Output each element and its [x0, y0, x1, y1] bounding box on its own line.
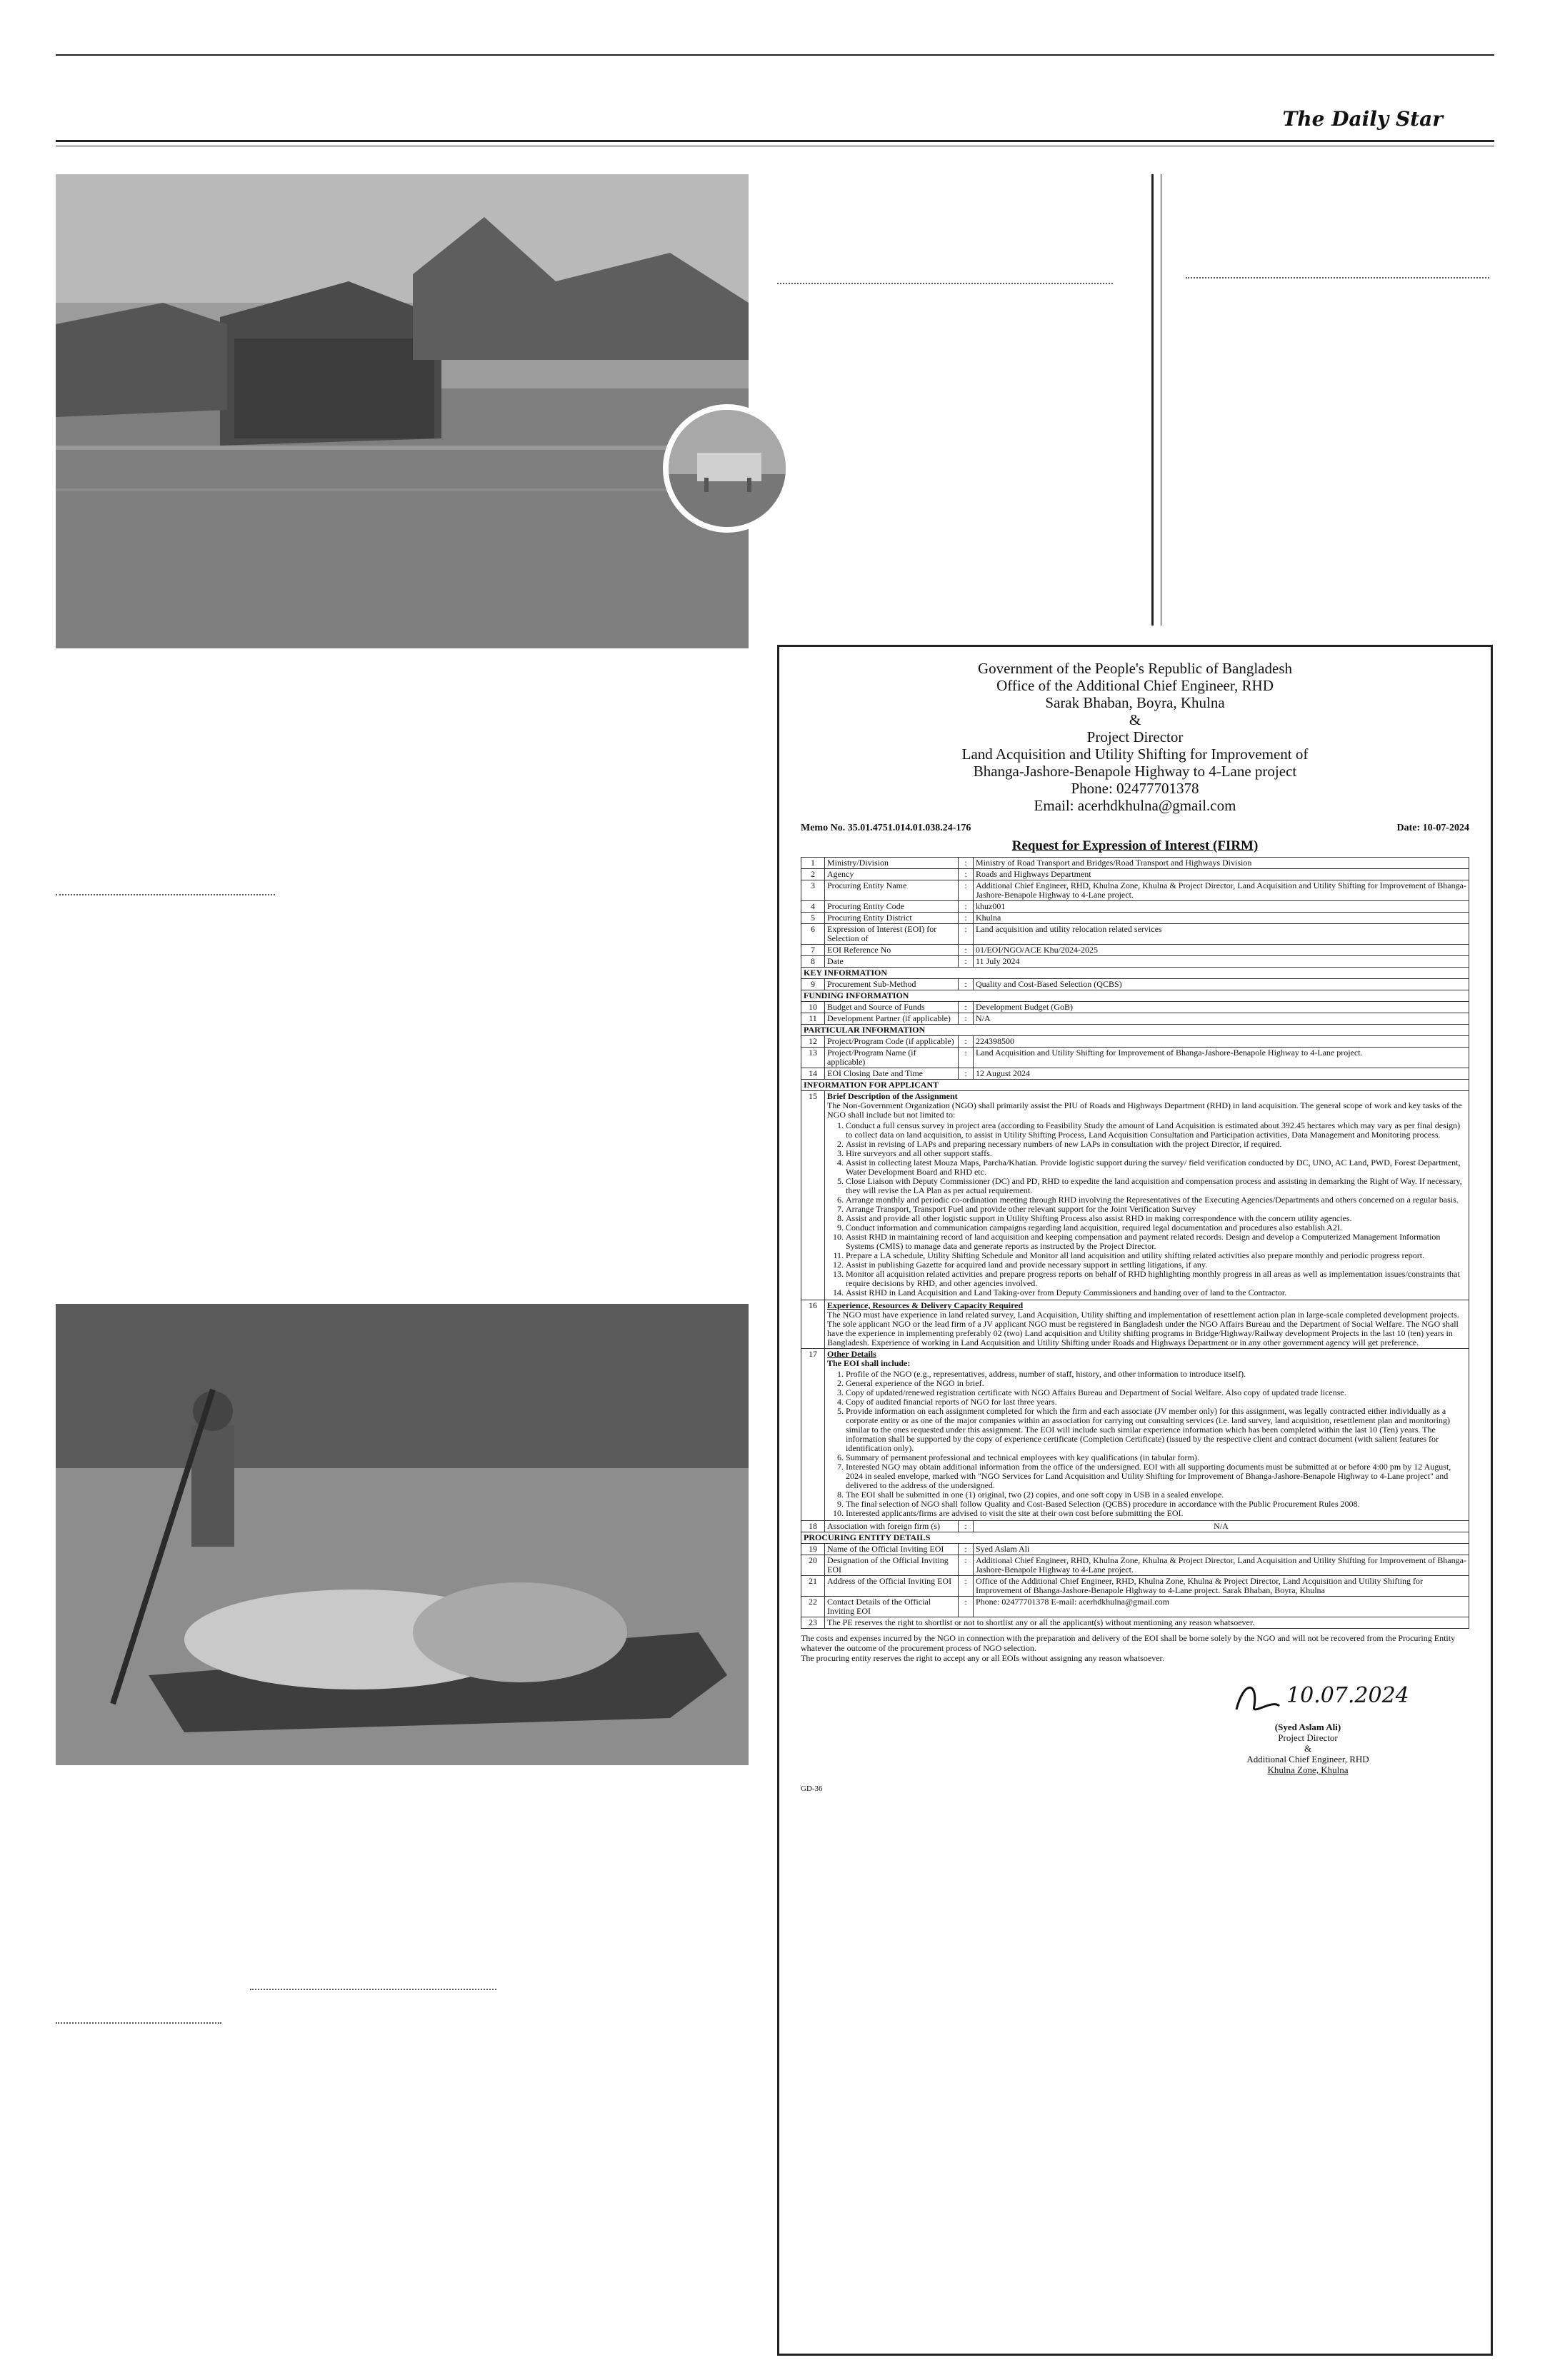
table-row: 11 Development Partner (if applicable) : N/A	[801, 1013, 1469, 1025]
list-item: 4. Copy of audited financial reports of NGO for last three years.	[846, 1397, 1466, 1407]
signatory-title: Project Director	[1278, 1732, 1338, 1743]
section-heading: FUNDING INFORMATION	[801, 990, 1469, 1002]
row-label: Project/Program Code (if applicable)	[825, 1036, 959, 1048]
ad-header	[801, 660, 1469, 814]
eoi-contents-list	[827, 1370, 1466, 1518]
row-label: Association with foreign firm (s)	[825, 1521, 959, 1532]
row-value: Land acquisition and utility relocation related services	[974, 924, 1469, 945]
section-heading: PROCURING ENTITY DETAILS	[801, 1532, 1469, 1544]
header-line: &	[1129, 711, 1141, 728]
signatory-name: (Syed Aslam Ali)	[1274, 1722, 1341, 1732]
row-number: 15	[801, 1091, 825, 1300]
row-label: Contact Details of the Official Inviting EOI	[825, 1597, 959, 1617]
signatory	[1201, 1722, 1415, 1775]
header-line: Sarak Bhaban, Boyra, Khulna	[1045, 694, 1225, 711]
row-number: 6	[801, 924, 825, 945]
row-label: Procuring Entity District	[825, 913, 959, 924]
row-number: 7	[801, 945, 825, 956]
list-item: 11. Prepare a LA schedule, Utility Shifting Schedule and Monitor all land acquisition and utility shifting related activities also prepare monthly and periodic progress report.	[846, 1251, 1466, 1260]
list-item: 9. Conduct information and communication campaigns regarding land acquisition, required legal documentation and procedures also establish A2I.	[846, 1223, 1466, 1232]
row-number: 10	[801, 1002, 825, 1013]
row-label: Procuring Entity Code	[825, 901, 959, 913]
row-label: Procurement Sub-Method	[825, 979, 959, 990]
row-number: 11	[801, 1013, 825, 1025]
table-row: 7 EOI Reference No : 01/EOI/NGO/ACE Khu/2024-2025	[801, 945, 1469, 956]
header-line: Bhanga-Jashore-Benapole Highway to 4-Lane project	[973, 763, 1297, 780]
eoi-table	[801, 857, 1469, 1629]
header-line: Project Director	[1086, 728, 1184, 745]
cattle-inset-photo	[663, 404, 791, 533]
header-line: Phone: 02477701378	[1071, 780, 1199, 797]
row-value: N/A	[974, 1521, 1469, 1532]
table-row: 8 Date : 11 July 2024	[801, 956, 1469, 968]
row-number: 17	[801, 1349, 825, 1521]
list-item: 8. The EOI shall be submitted in one (1) original, two (2) copies, and one soft copy in USB in a sealed envelope.	[846, 1490, 1466, 1500]
row-label: Date	[825, 956, 959, 968]
list-item: 7. Arrange Transport, Transport Fuel and provide other relevant support for the Joint Verification Survey	[846, 1205, 1466, 1214]
top-rule	[56, 54, 1494, 56]
row-value: 01/EOI/NGO/ACE Khu/2024-2025	[974, 945, 1469, 956]
masthead: The Daily Star	[1282, 107, 1443, 131]
row-value: Additional Chief Engineer, RHD, Khulna Zone, Khulna & Project Director, Land Acquisition and Utility Shifting for Improvement of Bhanga-Jashore-Benapole Highway to 4-Lane project.	[974, 1555, 1469, 1576]
table-row: 21 Address of the Official Inviting EOI : Office of the Additional Chief Engineer, RHD, Khulna Zone, Khulna & Project Director, Land Acquisition and Utility Shifting for Improvement of Bhanga-Jashore-Benapole Highway to 4-Lane project. Sarak Bhaban, Boyra, Khulna	[801, 1576, 1469, 1597]
table-row: 5 Procuring Entity District : Khulna	[801, 913, 1469, 924]
row-text: The NGO must have experience in land related survey, Land Acquisition, Utility shifting and implementation of resettlement action plan in large-scale completed development projects. The sole applicant NGO or the lead firm of a JV applicant NGO must be registered in Bangladesh under the NGO Affairs Bureau and the Department of Social Welfare. The NGO shall have the experience in implementing preferably 02 (two) Land acquisition and Utility shifting programs in Bridge/Highway/Railway development Projects in the last 10 (ten) years in Bangladesh. Experience of working in Land Acquisition and Utility Shifting under Roads and Highways Department or in any other government agency will get preference.	[827, 1310, 1459, 1347]
list-item: 7. Interested NGO may obtain additional information from the office of the undersigned. EOI with all supporting documents must be submitted at or before 4:00 pm by 12 August, 2024 in sealed envelope, marked with "NGO Services for Land Acquisition and Utility Shifting for Improvement of Bhanga-Jashore-Benapole Highway to 4-Lane project" and delivered to the address of the undersigned.	[846, 1462, 1466, 1490]
column-rule	[777, 283, 1113, 284]
task-list	[827, 1121, 1466, 1297]
list-item: 9. The final selection of NGO shall follow Quality and Cost-Based Selection (QCBS) procedure in accordance with the Public Procurement Rules 2008.	[846, 1500, 1466, 1509]
row-heading: Other Details	[827, 1349, 876, 1359]
section-heading: PARTICULAR INFORMATION	[801, 1025, 1469, 1036]
row-number: 19	[801, 1544, 825, 1555]
row-label: Designation of the Official Inviting EOI	[825, 1555, 959, 1576]
list-item: 12. Assist in publishing Gazette for acquired land and provide necessary support in settling litigations, if any.	[846, 1260, 1466, 1270]
row-label: Agency	[825, 869, 959, 880]
list-item: 10. Interested applicants/firms are advised to visit the site at their own cost before submitting the EOI.	[846, 1509, 1466, 1518]
table-row: 10 Budget and Source of Funds : Development Budget (GoB)	[801, 1002, 1469, 1013]
memo-number: Memo No. 35.01.4751.014.01.038.24-176	[801, 823, 971, 833]
row-value: Development Budget (GoB)	[974, 1002, 1469, 1013]
header-line: Land Acquisition and Utility Shifting for Improvement of	[961, 745, 1309, 763]
row-value: Khulna	[974, 913, 1469, 924]
list-item: 2. Assist in revising of LAPs and preparing necessary numbers of new LAPs in consultation with the project Director, if required.	[846, 1140, 1466, 1149]
column-rule	[56, 2022, 221, 2024]
header-rule	[56, 140, 1494, 142]
list-item: 1. Conduct a full census survey in project area (according to Feasibility Study the amount of Land Acquisition is estimated about 392.45 hectares which may vary as per final design) to collect data on land acquisition, to assist in Utility Shifting Process, Land Acquisition Consultation and Participation activities, Data Management and Monitoring process.	[846, 1121, 1466, 1140]
footer-text: The procuring entity reserves the right to accept any or all EOIs without assigning any reason whatsoever.	[801, 1653, 1164, 1663]
table-row	[801, 1300, 1469, 1349]
header-line: Email: acerhdkhulna@gmail.com	[1034, 797, 1236, 814]
row-heading: Brief Description of the Assignment	[827, 1091, 958, 1101]
row-label: Ministry/Division	[825, 858, 959, 869]
row-number: 8	[801, 956, 825, 968]
signature	[1229, 1677, 1415, 1720]
row-number: 14	[801, 1068, 825, 1080]
header-line: Government of the People's Republic of Bangladesh	[977, 660, 1292, 677]
signatory-title: Additional Chief Engineer, RHD	[1246, 1754, 1369, 1764]
row-value: N/A	[974, 1013, 1469, 1025]
row-number: 21	[801, 1576, 825, 1597]
memo-date: Date: 10-07-2024	[1396, 823, 1469, 833]
section-heading: KEY INFORMATION	[801, 968, 1469, 979]
row-number: 4	[801, 901, 825, 913]
list-item: 6. Arrange monthly and periodic co-ordination meeting through RHD involving the Representatives of the Executing Agencies/Departments and others concerned on a regular basis.	[846, 1195, 1466, 1205]
row-number: 3	[801, 880, 825, 901]
row-number: 16	[801, 1300, 825, 1349]
list-item: 4. Assist in collecting latest Mouza Maps, Parcha/Khatian. Provide logistic support during the survey/ field verification conducted by DC, UNO, AC Land, PWD, Forest Department, Water Development Board and RHD etc.	[846, 1158, 1466, 1177]
table-row: 4 Procuring Entity Code : khuz001	[801, 901, 1469, 913]
table-row: 20 Designation of the Official Inviting EOI : Additional Chief Engineer, RHD, Khulna Zone, Khulna & Project Director, Land Acquisition and Utility Shifting for Improvement of Bhanga-Jashore-Benapole Highway to 4-Lane project.	[801, 1555, 1469, 1576]
signatory-title: &	[1304, 1743, 1312, 1754]
footer-text: The costs and expenses incurred by the NGO in connection with the preparation and delivery of the EOI shall be borne solely by the NGO and will not be recovered from the Procuring Entity whatever the outcome of the procurement process of NGO selection.	[801, 1633, 1456, 1653]
list-item: 2. General experience of the NGO in brief.	[846, 1379, 1466, 1388]
list-item: 3. Copy of updated/renewed registration certificate with NGO Affairs Bureau and Department of Social Welfare. Also copy of updated trade license.	[846, 1388, 1466, 1397]
ad-title: Request for Expression of Interest (FIRM)	[1011, 838, 1259, 853]
table-row	[801, 1349, 1469, 1521]
table-row: 3 Procuring Entity Name : Additional Chief Engineer, RHD, Khulna Zone, Khulna & Project Director, Land Acquisition and Utility Shifting for Improvement of Bhanga-Jashore-Benapole Highway to 4-Lane project.	[801, 880, 1469, 901]
table-row: 22 Contact Details of the Official Inviting EOI : Phone: 02477701378 E-mail: acerhdkhulna@gmail.com	[801, 1597, 1469, 1617]
row-label: EOI Closing Date and Time	[825, 1068, 959, 1080]
row-label: Budget and Source of Funds	[825, 1002, 959, 1013]
row-label: EOI Reference No	[825, 945, 959, 956]
table-row: 6 Expression of Interest (EOI) for Selection of : Land acquisition and utility relocation related services	[801, 924, 1469, 945]
row-value: Ministry of Road Transport and Bridges/Road Transport and Highways Division	[974, 858, 1469, 869]
row-subheading: The EOI shall include:	[827, 1358, 911, 1368]
table-row: 19 Name of the Official Inviting EOI : Syed Aslam Ali	[801, 1544, 1469, 1555]
row-value: Roads and Highways Department	[974, 869, 1469, 880]
table-row: 9 Procurement Sub-Method : Quality and Cost-Based Selection (QCBS)	[801, 979, 1469, 990]
list-item: 6. Summary of permanent professional and technical employees with key qualifications (in tabular form).	[846, 1453, 1466, 1462]
list-item: 5. Provide information on each assignment completed for which the firm and each associate (JV member only) for this assignment, was legally contracted either individually as a corporate entity or as one of the major companies within an association for carrying out consulting services (i.e. land survey, land acquisition, resettlement plan and monitoring) similar to the ones requested under this assignment. The EOI will include such similar experience information which has been completed within the last 10 (Ten) years. The information shall be supported by the copy of experience certificate (Completion Certificate) (issued by the respective client and contract document (with salient features for identification only).	[846, 1407, 1466, 1453]
row-label: Project/Program Name (if applicable)	[825, 1048, 959, 1068]
row-label: Development Partner (if applicable)	[825, 1013, 959, 1025]
row-label: Expression of Interest (EOI) for Selection of	[825, 924, 959, 945]
row-label: Name of the Official Inviting EOI	[825, 1544, 959, 1555]
column-rule	[56, 894, 275, 895]
header-line: Office of the Additional Chief Engineer, RHD	[996, 677, 1274, 694]
boat-with-fruit-photo	[56, 1304, 749, 1765]
table-row: 14 EOI Closing Date and Time : 12 August 2024	[801, 1068, 1469, 1080]
row-intro: The Non-Government Organization (NGO) shall primarily assist the PIU of Roads and Highways Department (RHD) in land acquisition. The general scope of work and key tasks of the NGO shall include but not limited to:	[827, 1100, 1462, 1120]
table-row: 1 Ministry/Division : Ministry of Road Transport and Bridges/Road Transport and Highways Division	[801, 858, 1469, 869]
flood-houses-photo	[56, 174, 749, 648]
list-item: 13. Monitor all acquisition related activities and prepare progress reports on behalf of RHD highlighting monthly progress in all areas as well as implementation issues/constraints that require decisions by RHD, and other agencies involved.	[846, 1270, 1466, 1288]
row-number: 2	[801, 869, 825, 880]
row-number: 5	[801, 913, 825, 924]
row-number: 18	[801, 1521, 825, 1532]
memo-line	[801, 823, 1469, 834]
row-value: Office of the Additional Chief Engineer, RHD, Khulna Zone, Khulna & Project Director, Land Acquisition and Utility Shifting for Improvement of Bhanga-Jashore-Benapole Highway to 4-Lane project. Sarak Bhaban, Boyra, Khulna	[974, 1576, 1469, 1597]
row-text: The PE reserves the right to shortlist or not to shortlist any or all the applicant(s) without mentioning any reason whatsoever.	[825, 1617, 1469, 1629]
row-value: 224398500	[974, 1036, 1469, 1048]
row-heading: Experience, Resources & Delivery Capacity Required	[827, 1300, 1024, 1310]
list-item: 14. Assist RHD in Land Acquisition and Land Taking-over from Deputy Commissioners and handing over of land to the Contractor.	[846, 1288, 1466, 1297]
row-value: Quality and Cost-Based Selection (QCBS)	[974, 979, 1469, 990]
row-value: Land Acquisition and Utility Shifting for Improvement of Bhanga-Jashore-Benapole Highway to 4-Lane project.	[974, 1048, 1469, 1068]
column-divider	[1151, 174, 1154, 626]
row-value: Phone: 02477701378 E-mail: acerhdkhulna@gmail.com	[974, 1597, 1469, 1617]
table-row	[801, 1091, 1469, 1300]
signature-block	[801, 1677, 1469, 1799]
ad-code: GD-36	[801, 1784, 823, 1793]
row-label: Address of the Official Inviting EOI	[825, 1576, 959, 1597]
list-item: 8. Assist and provide all other logistic support in Utility Shifting Process also assist RHD in making correspondence with the concern utility agencies.	[846, 1214, 1466, 1223]
column-rule	[250, 1989, 496, 1990]
section-heading: INFORMATION FOR APPLICANT	[801, 1080, 1469, 1091]
signatory-title: Khulna Zone, Khulna	[1267, 1764, 1349, 1775]
row-value: khuz001	[974, 901, 1469, 913]
row-number: 22	[801, 1597, 825, 1617]
table-row	[801, 1617, 1469, 1629]
row-number: 23	[801, 1617, 825, 1629]
signature-date: 10.07.2024	[1286, 1683, 1409, 1708]
row-number: 12	[801, 1036, 825, 1048]
row-number: 20	[801, 1555, 825, 1576]
row-value: 11 July 2024	[974, 956, 1469, 968]
table-row: 18 Association with foreign firm (s) : N/A	[801, 1521, 1469, 1532]
row-number: 1	[801, 858, 825, 869]
row-value: Additional Chief Engineer, RHD, Khulna Zone, Khulna & Project Director, Land Acquisition and Utility Shifting for Improvement of Bhanga-Jashore-Benapole Highway to 4-Lane project.	[974, 880, 1469, 901]
list-item: 10. Assist RHD in maintaining record of land acquisition and keeping compensation and payment related records. Design and develop a Computerized Management Information Systems (CMIS) to manage data and generate reports as instructed by the Project Director.	[846, 1232, 1466, 1251]
list-item: 1. Profile of the NGO (e.g., representatives, address, number of staff, history, and other information to introduce itself).	[846, 1370, 1466, 1379]
row-number: 9	[801, 979, 825, 990]
list-item: 3. Hire surveyors and all other support staffs.	[846, 1149, 1466, 1158]
eoi-advertisement	[777, 645, 1493, 2356]
list-item: 5. Close Liaison with Deputy Commissioner (DC) and PD, RHD to expedite the land acquisition and compensation process and assisting in demarking the Right of Way. If necessary, they will revise the LA Plan as per actual requirement.	[846, 1177, 1466, 1195]
table-row: 13 Project/Program Name (if applicable) : Land Acquisition and Utility Shifting for Improvement of Bhanga-Jashore-Benapole Highway to 4-Lane project.	[801, 1048, 1469, 1068]
table-row: 12 Project/Program Code (if applicable) : 224398500	[801, 1036, 1469, 1048]
column-rule	[1186, 277, 1489, 278]
ad-footer	[801, 1633, 1469, 1663]
row-value: Syed Aslam Ali	[974, 1544, 1469, 1555]
table-row: 2 Agency : Roads and Highways Department	[801, 869, 1469, 880]
row-number: 13	[801, 1048, 825, 1068]
row-value: 12 August 2024	[974, 1068, 1469, 1080]
row-label: Procuring Entity Name	[825, 880, 959, 901]
